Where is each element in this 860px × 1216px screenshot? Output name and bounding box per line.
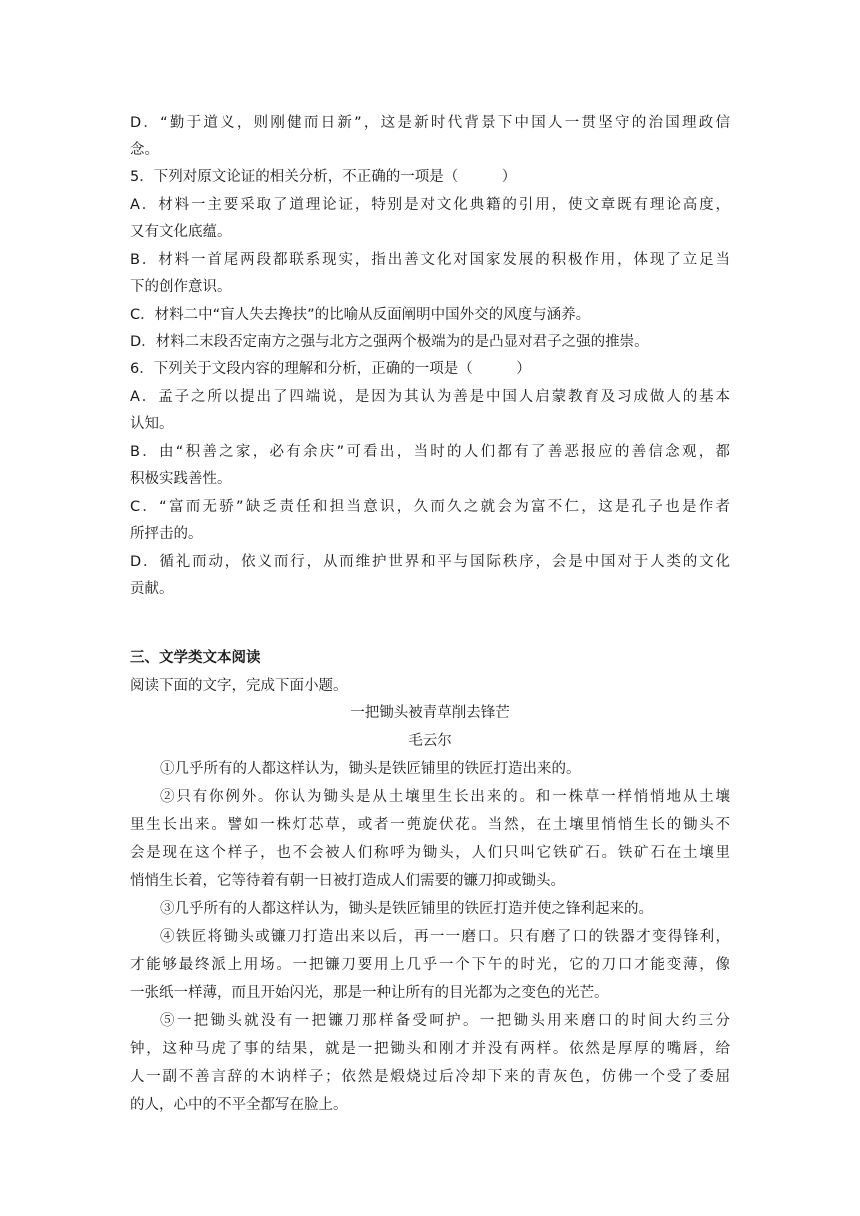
q5-stem: 5．下列对原文论证的相关分析，不正确的一项是（ ） — [130, 169, 517, 185]
q5-option-b-line2: 下的创作意识。 — [130, 279, 232, 295]
passage-paragraph-4-line2: 才能够最终派上用场。一把镰刀要用上几乎一个下午的时光，它的刀口才能变薄，像 — [130, 957, 730, 973]
passage-paragraph-2-line1: ②只有你例外。你认为锄头是从土壤里生长出来的。和一株草一样悄悄地从土壤 — [160, 789, 730, 805]
q4-option-d-line2: 念。 — [130, 142, 159, 158]
passage-paragraph-2-line2: 里生长出来。譬如一株灯芯草，或者一蔸旋伏花。当然，在土壤里悄悄生长的锄头不 — [130, 817, 730, 833]
passage-paragraph-3: ③几乎所有的人都这样认为，锄头是铁匠铺里的铁匠打造并使之锋利起来的。 — [160, 901, 653, 917]
passage-paragraph-5-line2: 钟，这种马虎了事的结果，就是一把锄头和刚才并没有两样。依然是厚厚的嘴唇，给 — [130, 1041, 730, 1057]
q6-option-a-line1: A．孟子之所以提出了四端说，是因为其认为善是中国人启蒙教育及习成做人的基本 — [130, 389, 730, 405]
passage-paragraph-2-line4: 悄悄生长着，它等待着有朝一日被打造成人们需要的镰刀抑或锄头。 — [130, 873, 565, 889]
q6-option-d-line2: 贡献。 — [130, 581, 174, 597]
passage-paragraph-5-line1: ⑤一把锄头就没有一把镰刀那样备受呵护。一把锄头用来磨口的时间大约三分 — [160, 1013, 730, 1029]
q6-option-c-line2: 所抨击的。 — [130, 526, 203, 542]
q6-option-d-line1: D．循礼而动，依义而行，从而维护世界和平与国际秩序，会是中国对于人类的文化 — [130, 554, 730, 570]
q4-option-d-line1: D．“勤于道义，则刚健而日新”，这是新时代背景下中国人一贯坚守的治国理政信 — [130, 115, 730, 131]
passage-title: 一把锄头被青草削去锋芒 — [350, 705, 510, 721]
passage-author: 毛云尔 — [408, 733, 452, 749]
q5-option-a-line1: A．材料一主要采取了道理论证，特别是对文化典籍的引用，使文章既有理论高度， — [130, 197, 730, 213]
q5-option-a-line2: 又有文化底蕴。 — [130, 224, 232, 240]
passage-paragraph-4-line3: 一张纸一样薄，而且开始闪光，那是一种让所有的目光都为之变色的光芒。 — [130, 985, 609, 1001]
passage-paragraph-1: ①几乎所有的人都这样认为，锄头是铁匠铺里的铁匠打造出来的。 — [160, 761, 581, 777]
q6-option-b-line2: 积极实践善性。 — [130, 471, 232, 487]
q6-option-c-line1: C．“富而无骄”缺乏责任和担当意识，久而久之就会为富不仁，这是孔子也是作者 — [130, 499, 730, 515]
q5-option-c: C．材料二中“盲人失去搀扶”的比喻从反面阐明中国外交的风度与涵养。 — [130, 307, 591, 323]
q6-stem: 6．下列关于文段内容的理解和分析，正确的一项是（ ） — [130, 361, 531, 377]
q5-option-b-line1: B．材料一首尾两段都联系现实，指出善文化对国家发展的积极作用，体现了立足当 — [130, 252, 730, 268]
section-heading: 三、文学类文本阅读 — [130, 650, 261, 666]
q6-option-a-line2: 认知。 — [130, 416, 174, 432]
q5-option-d: D．材料二末段否定南方之强与北方之强两个极端为的是凸显对君子之强的推崇。 — [130, 334, 649, 350]
passage-paragraph-4-line1: ④铁匠将锄头或镰刀打造出来以后，再一一磨口。只有磨了口的铁器才变得锋利， — [160, 929, 730, 945]
passage-paragraph-5-line3: 人一副不善言辞的木讷样子；依然是煅烧过后冷却下来的青灰色，仿佛一个受了委屈 — [130, 1069, 730, 1085]
passage-paragraph-2-line3: 会是现在这个样子，也不会被人们称呼为锄头，人们只叫它铁矿石。铁矿石在土壤里 — [130, 845, 730, 861]
section-instruction: 阅读下面的文字，完成下面小题。 — [130, 678, 348, 694]
q6-option-b-line1: B．由“积善之家，必有余庆”可看出，当时的人们都有了善恶报应的善信念观，都 — [130, 444, 730, 460]
passage-paragraph-5-line4: 的人，心中的不平全都写在脸上。 — [130, 1097, 348, 1113]
